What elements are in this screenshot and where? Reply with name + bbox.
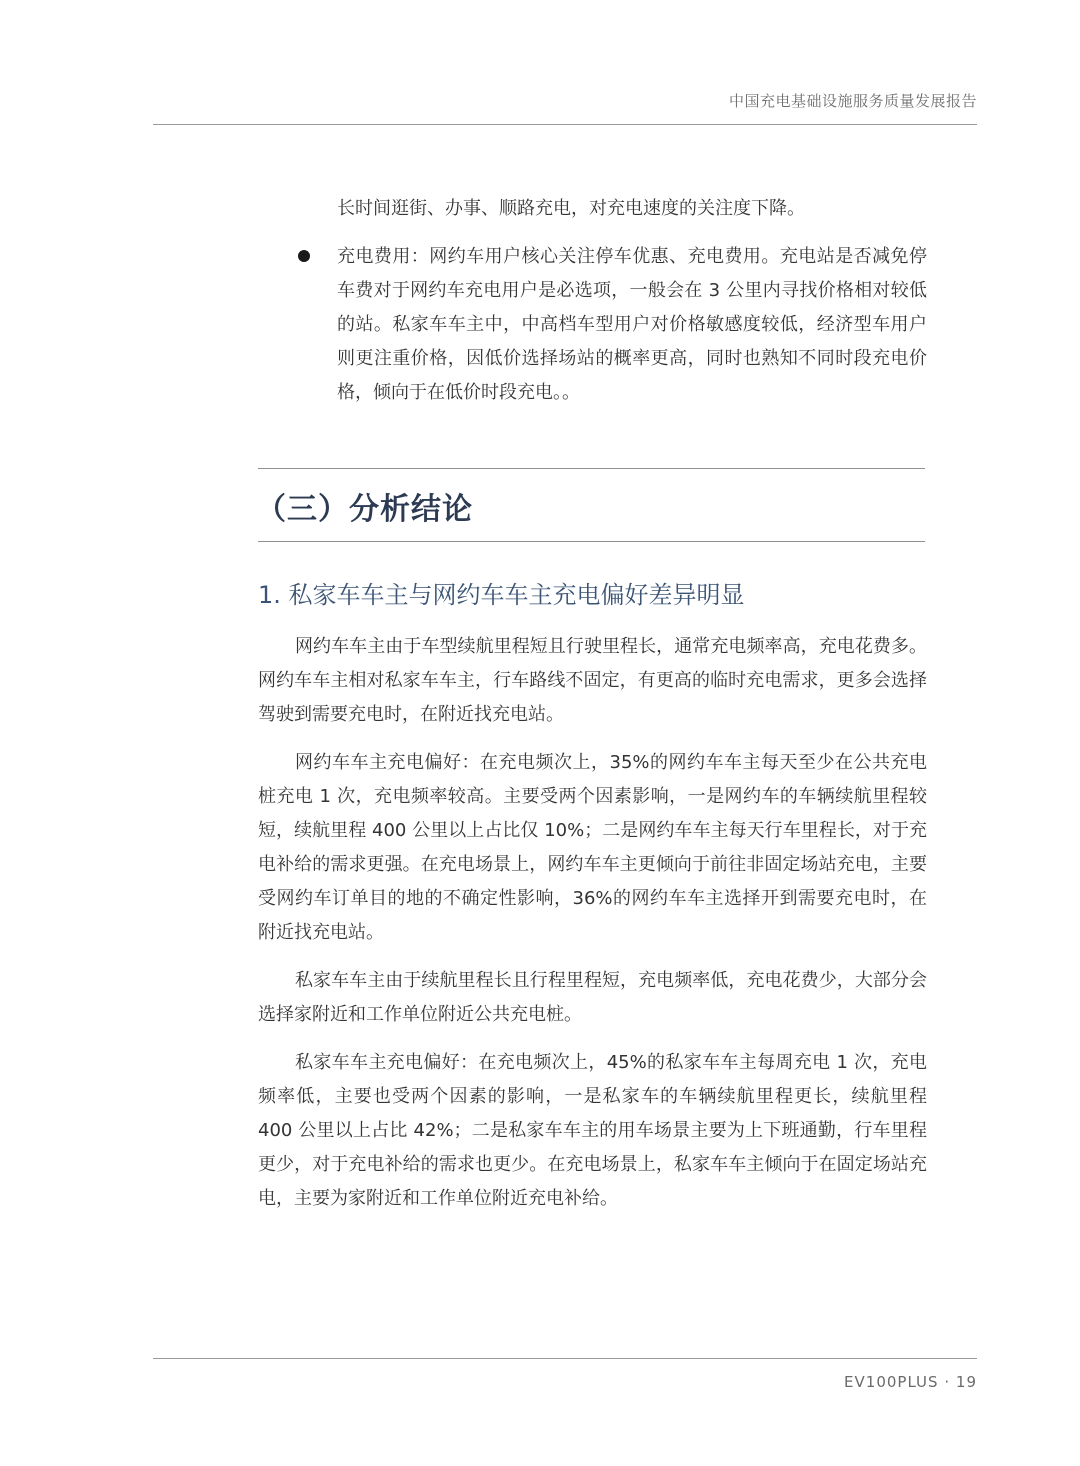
paragraph: 私家车车主充电偏好：在充电频次上，45%的私家车车主每周充电 1 次，充电频率低，主要也受两个因素的影响，一是私家车的车辆续航里程更长，续航里程 400 公里以上占比 42%；二是私家车车主的用车场景主要为上下班通勤，行车里程更少，对于充电补给的需求也更少。在充电场景上，私家车车主倾向于在固定场站充电，主要为家附近和工作单位附近充电补给。 (258, 1052, 927, 1209)
section-rule-top (258, 468, 925, 469)
continuation-text: 长时间逛街、办事、顺路充电，对充电速度的关注度下降。 (337, 198, 805, 219)
paragraph: 私家车车主由于续航里程长且行程里程短，充电频率低，充电花费少，大部分会选择家附近和工作单位附近公共充电桩。 (258, 970, 927, 1025)
bullet-dot-icon (298, 250, 310, 262)
bullet-item (298, 240, 928, 410)
body-text (258, 630, 927, 1230)
footer-brand: EV100PLUS (844, 1373, 939, 1391)
footer-divider (153, 1358, 977, 1359)
subsection-title: 1. 私家车车主与网约车车主充电偏好差异明显 (258, 581, 745, 609)
section-title: （三）分析结论 (256, 492, 473, 527)
paragraph: 网约车车主充电偏好：在充电频次上，35%的网约车车主每天至少在公共充电桩充电 1 次，充电频率较高。主要受两个因素影响，一是网约车的车辆续航里程较短，续航里程 400 公里以上占比仅 10%；二是网约车车主每天行车里程长，对于充电补给的需求更强。在充电场景上，网约车车主更倾向于前往非固定场站充电，主要受网约车订单目的地的不确定性影响，36%的网约车车主选择开到需要充电时，在附近找充电站。 (258, 752, 927, 943)
header-divider (153, 124, 977, 125)
page-number: 19 (955, 1373, 977, 1391)
section-rule-bottom (258, 541, 925, 542)
page-footer (844, 1373, 977, 1391)
paragraph: 网约车车主由于车型续航里程短且行驶里程长，通常充电频率高，充电花费多。网约车车主相对私家车车主，行车路线不固定，有更高的临时充电需求，更多会选择驾驶到需要充电时，在附近找充电站。 (258, 636, 927, 725)
footer-separator: · (944, 1373, 951, 1391)
bullet-text: 充电费用：网约车用户核心关注停车优惠、充电费用。充电站是否减免停车费对于网约车充电用户是必选项，一般会在 3 公里内寻找价格相对较低的站。私家车车主中，中高档车型用户对价格敏感度较低，经济型车用户则更注重价格，因低价选择场站的概率更高，同时也熟知不同时段充电价格，倾向于在低价时段充电。。 (337, 246, 927, 403)
running-header-title: 中国充电基础设施服务质量发展报告 (728, 92, 977, 110)
